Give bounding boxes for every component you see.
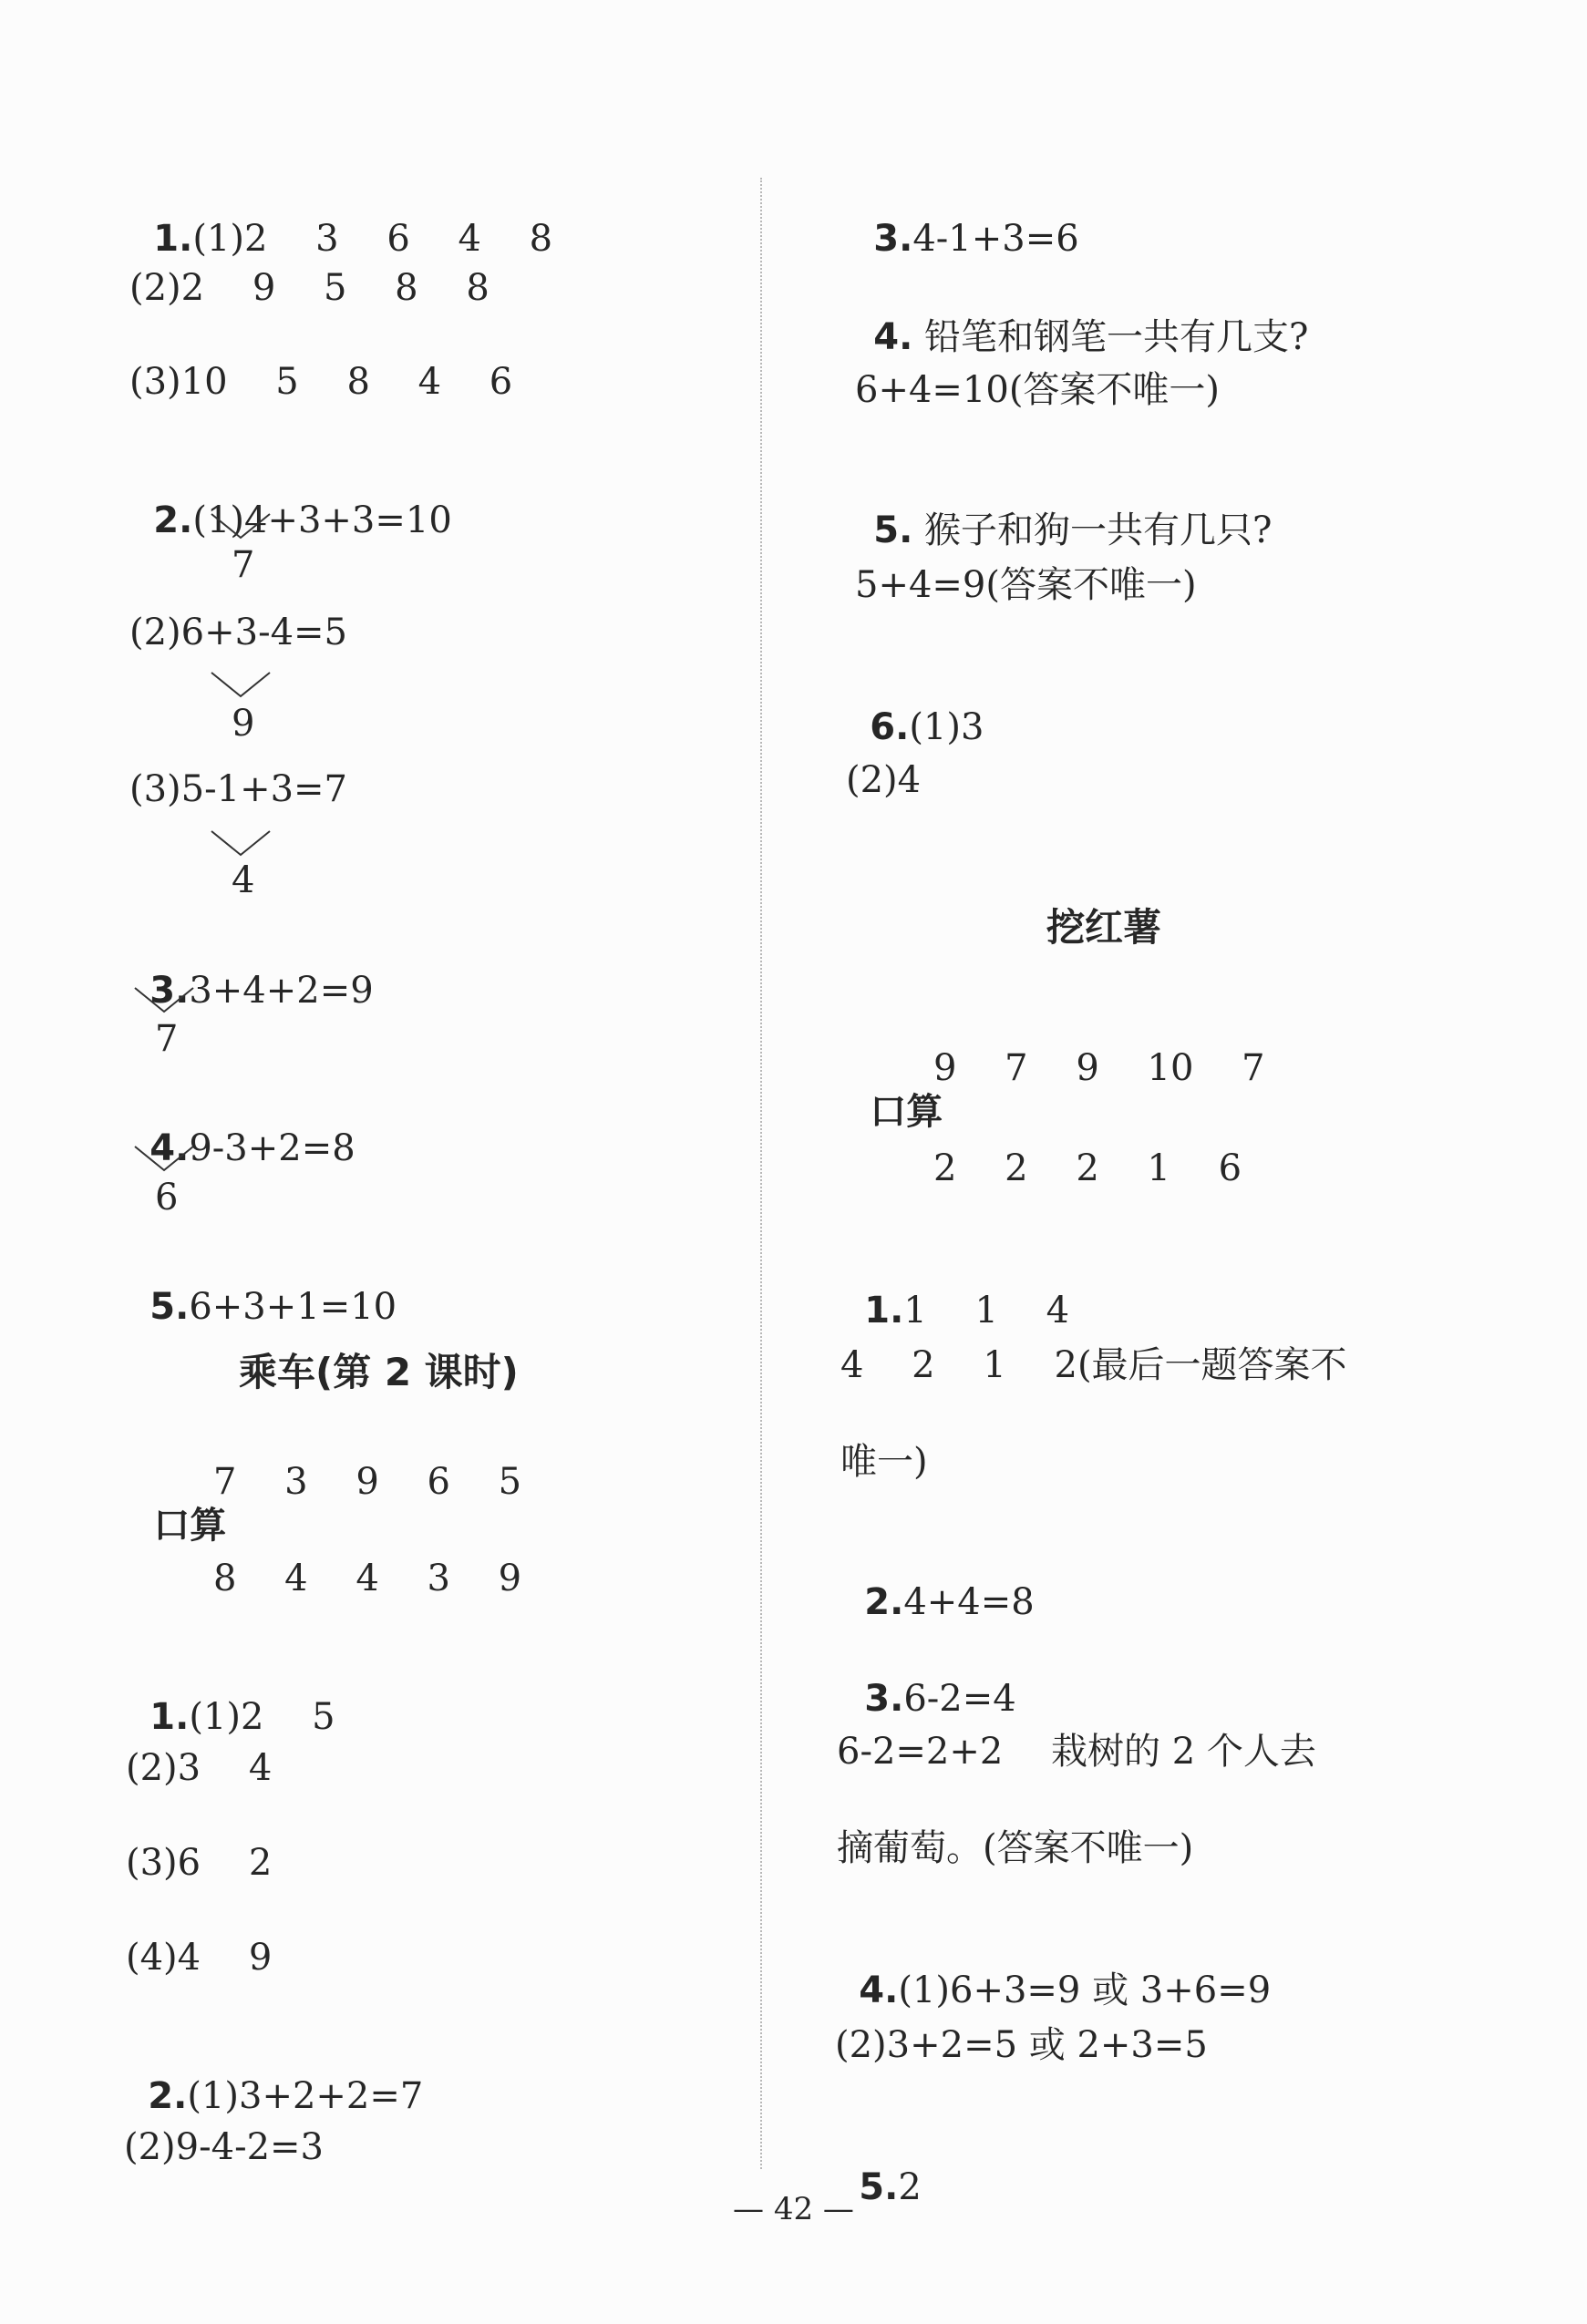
answer-text: (1)2 5 <box>189 1696 335 1738</box>
answer-text: 4+4=8 <box>903 1581 1035 1623</box>
right-q4-answer: 6+4=10(答案不唯一) <box>855 369 1221 411</box>
right-mental-values2: 2 2 2 1 6 <box>933 1147 1242 1189</box>
section-title-wahongshu: 挖红薯 <box>1046 905 1162 950</box>
question-number: 2. <box>864 1581 904 1623</box>
question-number: 3. <box>864 1678 904 1720</box>
left-q1-line2: (2)2 9 5 8 8 <box>129 267 489 309</box>
answer-text: 2 <box>898 2166 922 2208</box>
left-q1-line3: (3)10 5 8 4 6 <box>129 361 513 403</box>
question-number: 4. <box>149 1127 190 1169</box>
right-mental-values1: 9 7 9 10 7 <box>933 1047 1265 1089</box>
decompose-v-mark <box>210 829 272 857</box>
right-mental-row1 <box>800 1046 943 1177</box>
right-s-q3-line3: 摘葡萄。(答案不唯一) <box>837 1827 1194 1869</box>
answer-text: (1)3+2+2=7 <box>187 2075 424 2117</box>
decompose-v-mark <box>133 986 195 1013</box>
right-s-q1-line3: 唯一) <box>840 1441 928 1483</box>
question-number: 4. <box>859 1969 899 2011</box>
answer-text: 6+3+1=10 <box>189 1286 397 1328</box>
left-s2-q1-line2: (2)3 4 <box>126 1747 273 1789</box>
question-number: 6. <box>870 706 910 748</box>
left-s2-q2-line2: (2)9-4-2=3 <box>124 2126 325 2168</box>
decompose-result: 6 <box>155 1177 179 1219</box>
question-number: 3. <box>149 970 190 1012</box>
left-s2-q1-line4: (4)4 9 <box>126 1937 273 1979</box>
decompose-result: 9 <box>232 703 255 745</box>
decompose-result: 7 <box>232 544 255 586</box>
column-divider <box>760 178 762 2169</box>
question-number: 5. <box>859 2166 899 2208</box>
decompose-result: 4 <box>232 859 255 901</box>
question-text: 铅笔和钢笔一共有几支? <box>924 316 1309 358</box>
answer-text: (1)4+3+3=10 <box>192 499 452 541</box>
question-number: 4. <box>873 316 913 358</box>
question-text: 猴子和狗一共有几只? <box>924 509 1273 551</box>
decompose-v-mark <box>210 671 272 698</box>
answer-text: (1)6+3=9 或 3+6=9 <box>898 1969 1272 2011</box>
left-mental-row1 <box>84 1460 226 1591</box>
left-s2-q1-line3: (3)6 2 <box>126 1842 273 1884</box>
question-number: 3. <box>873 218 913 260</box>
question-number: 2. <box>153 499 193 541</box>
answer-text: (1)3 <box>909 706 984 748</box>
answer-text: 9-3+2=8 <box>189 1127 356 1169</box>
answer-text: (1)2 3 6 4 8 <box>192 218 553 260</box>
answer-text: 6-2=4 <box>903 1678 1016 1720</box>
question-number: 1. <box>864 1290 904 1332</box>
section-title-chengche: 乘车(第 2 课时) <box>239 1350 519 1394</box>
page-number: — 42 — <box>733 2191 854 2227</box>
right-s-q3-line2: 6-2=2+2 栽树的 2 个人去 <box>837 1731 1316 1773</box>
left-mental-values1: 7 3 9 6 5 <box>213 1461 522 1503</box>
question-number: 1. <box>149 1696 190 1738</box>
question-number: 5. <box>149 1286 190 1328</box>
left-q2-c: (3)5-1+3=7 <box>129 768 348 810</box>
answer-text: 1 1 4 <box>903 1290 1070 1332</box>
mental-label: 口算 <box>870 1091 943 1133</box>
left-mental-values2: 8 4 4 3 9 <box>213 1558 522 1599</box>
left-q2-b: (2)6+3-4=5 <box>129 612 348 653</box>
answer-text: 3+4+2=9 <box>189 970 374 1012</box>
question-number: 1. <box>153 218 193 260</box>
decompose-result: 7 <box>155 1018 179 1060</box>
right-q5-answer: 5+4=9(答案不唯一) <box>855 564 1197 606</box>
answer-text: 4-1+3=6 <box>912 218 1079 260</box>
right-s-q5 <box>789 2122 922 2253</box>
right-s-q4-line2: (2)3+2=5 或 2+3=5 <box>835 2024 1208 2066</box>
decompose-v-mark <box>210 512 272 540</box>
right-q6-line2: (2)4 <box>846 759 922 801</box>
left-q3 <box>80 925 374 1060</box>
question-number: 5. <box>873 509 913 551</box>
left-q4 <box>80 1083 356 1219</box>
decompose-v-mark <box>133 1145 195 1172</box>
right-s-q1-line2: 4 2 1 2(最后一题答案不 <box>840 1344 1347 1386</box>
question-number: 2. <box>148 2075 188 2117</box>
mental-label: 口算 <box>153 1505 227 1547</box>
